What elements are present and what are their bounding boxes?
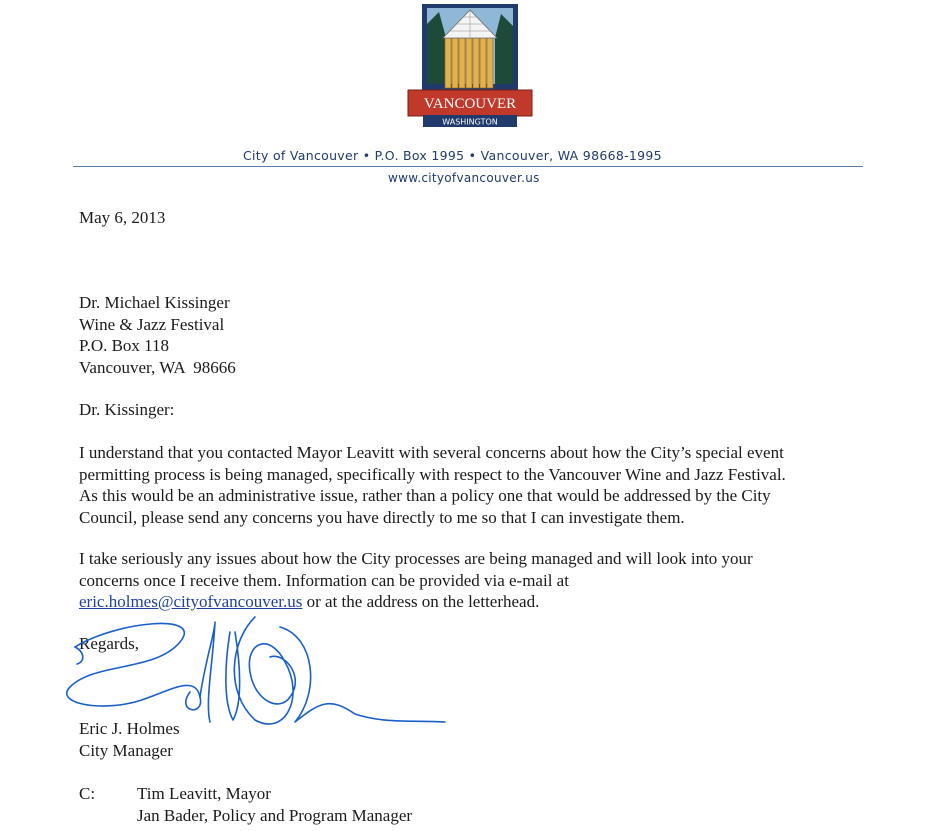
paragraph-2-tail: or at the address on the letterhead. [302, 592, 540, 611]
letterhead-address: City of Vancouver • P.O. Box 1995 • Vancouver, WA 98668-1995 [243, 148, 662, 163]
paragraph-1-line: I understand that you contacted Mayor Leavitt with several concerns about how the City’s special event [79, 443, 784, 462]
cc-label: C: [79, 784, 96, 803]
recipient-organization: Wine & Jazz Festival [79, 314, 225, 334]
signer-title: City Manager [79, 740, 173, 760]
letterhead-website[interactable]: www.cityofvancouver.us [388, 171, 540, 185]
signer-block [79, 718, 180, 761]
recipient-po-box: P.O. Box 118 [79, 336, 170, 355]
recipient-city-state-zip: Vancouver, WA 98666 [79, 357, 236, 377]
recipient-address [79, 292, 236, 378]
paragraph-1-line: permitting process is being managed, specifically with respect to the Vancouver Wine and Jazz Festival. [79, 464, 786, 484]
email-link[interactable]: eric.holmes@cityofvancouver.us [79, 592, 303, 611]
paragraph-1-line: Council, please send any concerns you have directly to me so that I can investigate them. [79, 507, 685, 527]
cc-recipient: Jan Bader, Policy and Program Manager [137, 805, 413, 825]
city-logo [405, 4, 535, 128]
logo-city-text: VANCOUVER [423, 96, 517, 112]
paragraph-1-line: As this would be an administrative issue, rather than a policy one that would be addressed by the City [79, 486, 771, 505]
paragraph-2-line: concerns once I receive them. Information can be provided via e-mail at [79, 570, 569, 590]
letter-date: May 6, 2013 [79, 208, 166, 227]
logo-state-text: WASHINGTON [442, 117, 498, 127]
cc-recipient: Tim Leavitt, Mayor [137, 784, 271, 803]
letterhead-divider [73, 166, 863, 167]
recipient-name: Dr. Michael Kissinger [79, 293, 230, 312]
paragraph-2-line: I take seriously any issues about how the City processes are being managed and will look into your [79, 549, 753, 568]
closing: Regards, [79, 634, 139, 653]
city-seal-icon [405, 4, 535, 128]
signer-name: Eric J. Holmes [79, 719, 180, 738]
cc-list [137, 783, 412, 826]
body-paragraph-1 [79, 442, 786, 528]
salutation: Dr. Kissinger: [79, 400, 175, 419]
